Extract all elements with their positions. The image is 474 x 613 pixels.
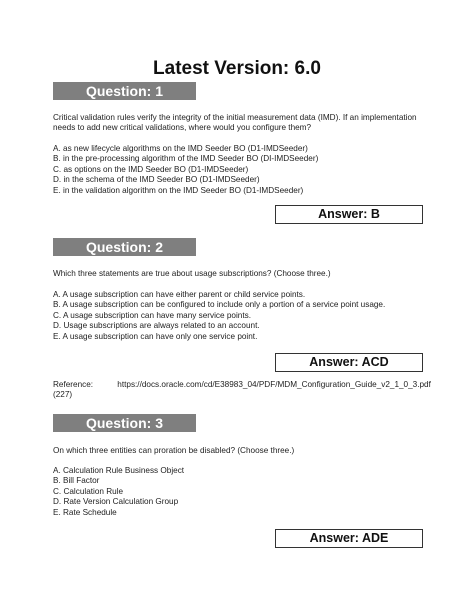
option-a: A. A usage subscription can have either parent or child service points. [53, 290, 306, 299]
question-3-header: Question: 3 [53, 414, 196, 432]
option-d: D. Usage subscriptions are always related to an account. [53, 321, 260, 331]
option-e: E. A usage subscription can have only one service point. [53, 331, 258, 341]
option-a: A. as new lifecycle algorithms on the IMD Seeder BO (D1-IMDSeeder) [53, 144, 308, 153]
question-1-text: Critical validation rules verify the integrity of the initial measurement data (IMD). If an implementation needs to add new critical validations, where would you configure them? [53, 113, 417, 133]
question-3-text: On which three entities can proration be disabled? (Choose three.) [53, 446, 295, 455]
option-c: C. A usage subscription can have many service points. [53, 310, 251, 320]
question-2-options [53, 290, 423, 342]
question-2-text: Which three statements are true about usage subscriptions? (Choose three.) [53, 269, 331, 278]
question-3-options [53, 466, 423, 518]
page-title: Latest Version: 6.0 [153, 58, 321, 79]
option-b: B. Bill Factor [53, 476, 100, 486]
option-e: E. in the validation algorithm on the IMD Seeder BO (D1-IMDSeeder) [53, 185, 304, 195]
option-d: D. Rate Version Calculation Group [53, 497, 179, 507]
option-a: A. Calculation Rule Business Object [53, 466, 185, 475]
question-2-answer: Answer: ACD [275, 353, 423, 372]
question-1-header: Question: 1 [53, 82, 196, 100]
option-c: C. Calculation Rule [53, 486, 124, 496]
reference-page: (227) [53, 390, 73, 400]
question-2-header: Question: 2 [53, 238, 196, 256]
option-b: B. A usage subscription can be configured to include only a portion of a service point usage. [53, 300, 386, 310]
question-1-options [53, 144, 423, 196]
option-d: D. in the schema of the IMD Seeder BO (D1-IMDSeeder) [53, 175, 260, 185]
reference [53, 380, 433, 401]
reference-link[interactable]: https://docs.oracle.com/cd/E38983_04/PDF/MDM_Configuration_Guide_v2_1_0_3.pdf [117, 380, 431, 389]
question-1-answer: Answer: B [275, 205, 423, 224]
question-3-answer: Answer: ADE [275, 529, 423, 548]
option-b: B. in the pre-processing algorithm of the IMD Seeder BO (DI-IMDSeeder) [53, 154, 319, 164]
reference-label: Reference: [53, 380, 94, 389]
option-e: E. Rate Schedule [53, 507, 117, 517]
option-c: C. as options on the IMD Seeder BO (D1-IMDSeeder) [53, 164, 249, 174]
